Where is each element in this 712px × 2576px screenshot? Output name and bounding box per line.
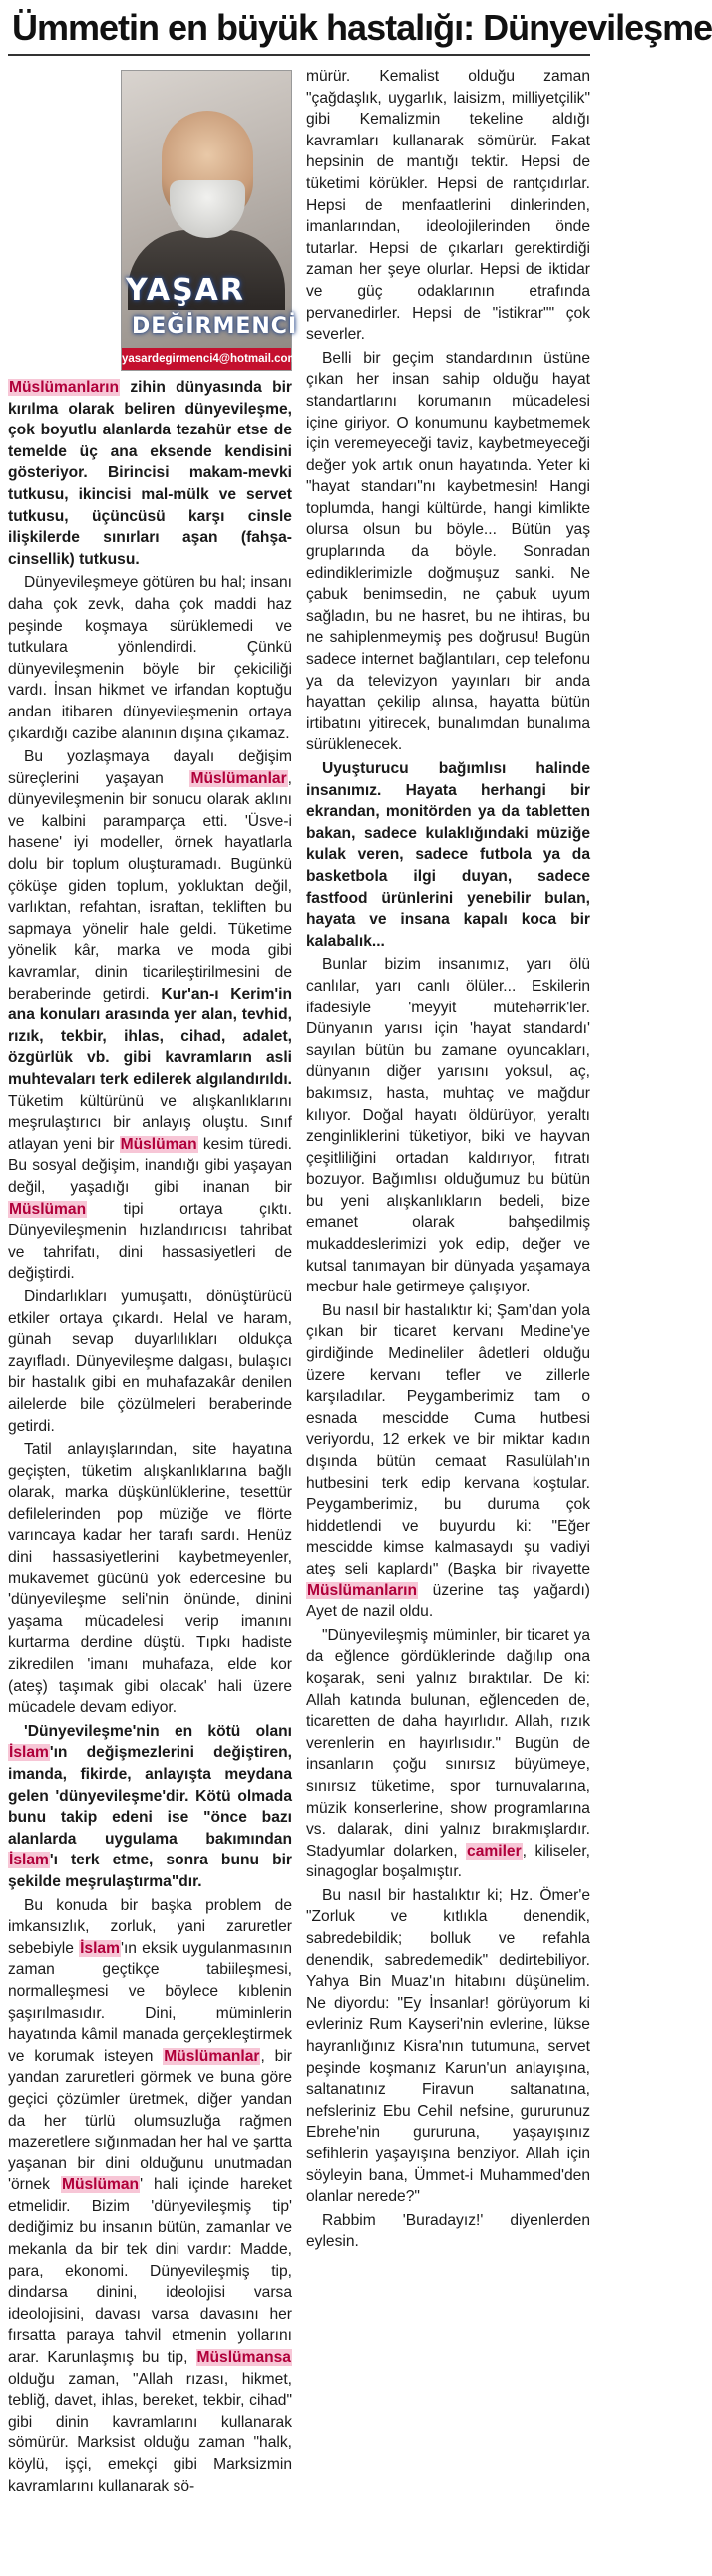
highlight-term: Müslüman bbox=[9, 1200, 87, 1218]
title-divider bbox=[8, 54, 590, 56]
left-column bbox=[8, 66, 298, 2499]
highlight-term: İslam bbox=[9, 1744, 49, 1762]
author-first-name: YAŞAR bbox=[126, 273, 245, 308]
paragraph-bold: 'Dünyevileşme'nin en kötü olanı İslam'ın değişmezlerini değiştiren, imanda, fikirde, anlayışta meydana gelen 'dünyevileşme'dir. Kötü olmada bunu takip edeni ise "önce bazı alanlarda uygulama bakımından İslam'ı terk etme, sonra bunu bir şekilde meşrulaştırma"dır. bbox=[8, 1722, 292, 1890]
highlight-term: Müslüman bbox=[120, 1135, 197, 1153]
highlight-term: Müslümanlar bbox=[164, 2047, 260, 2065]
paragraph-bold: Uyuşturucu bağımlısı halinde insanımız. Hayata herhangi bir ekrandan, monitörden ya da tabletten bakan, sadece kulaklığındaki müziğe kulak veren, sadece futbola ya da basketbola ilgi duyan, sadece fastfood ürünlerini yenebilir bulan, hayata ve insana kapalı koca bir kalabalık... bbox=[306, 760, 590, 950]
paragraph: Bu yozlaşmaya dayalı değişim süreçlerini yaşayan Müslümanlar, dünyevileşmenin bir sonucu olarak aklını ve kalbini paramparça etti. 'Üsve-i hasene' iyi modeller, örnek hayatlarla dolu bir toplum oluşturamadı. Bugünkü çöküşe giden toplum, yokluktan değil, varlıktan, refahtan, israftan, tekliften bu sapmaya yönelir hale geldi. Tüketime yönelik kâr, marka ve moda gibi kavramlar, dinin ticarileştirilmesini de beraberinde getirdi. Kur'an-ı Kerim'in ana konuları arasında yer alan, tevhid, rızık, tekbir, ihlas, cihad, adalet, özgürlük vb. gibi kavramların asli muhtevaları terk edilerek algılandırıldı. Tüketim kültürünü ve alışkanlıklarını meşrulaştırıcı bir anlayış oluştu. Sınıf atlayan yeni bir Müslüman kesim türedi. Bu sosyal değişim, inandığı gibi yaşayan değil, yaşadığı gibi inanan bir Müslüman tipi ortaya çıktı. Dünyevileşmenin hızlandırıcısı tahribat ve tahrifatı, dini hassasiyetleri de değiştirdi. bbox=[8, 748, 293, 1283]
paragraph: Bu nasıl bir hastalıktır ki; Şam'dan yola çıkan bir ticaret kervanı Medine'ye girdiğinde Medineliler âdetleri olduğu üzere kervanı tefler ve zillerle karşıladılar. Peygamberimiz tam o esnada mescidde Cuma hutbesi veriyordu, 12 erkek ve bir miktar kadın dışında bütün cemaat Rasulülah'ın hutbesini terk edip kervana koştular. Peygamberimiz, bu duruma çok hiddetlendi ve buyurdu ki: "Eğer mescidde kimse kalmasaydı şu vadiyi ateş seli kaplardı" (Başka bir rivayette Müslümanların üzerine taş yağardı) Ayet de nazil oldu. bbox=[306, 1301, 590, 1621]
highlight-term: İslam bbox=[9, 1852, 49, 1869]
highlight-term: Müslümansa bbox=[196, 2349, 291, 2367]
highlight-term: Müslüman bbox=[61, 2176, 140, 2194]
article-body bbox=[8, 66, 590, 2499]
paragraph-closing: Rabbim 'Buradayız!' diyenlerden eylesin. bbox=[306, 2211, 590, 2251]
highlight-term: Müslümanların bbox=[9, 379, 120, 396]
highlight-term: camiler bbox=[467, 1842, 522, 1860]
author-photo-box bbox=[121, 70, 298, 371]
author-email[interactable]: yasardegirmenci4@hotmail.com bbox=[122, 348, 291, 370]
paragraph: Belli bir geçim standardının üstüne çıkan her insan sahip olduğu hayat standartlarını korumanın mücadelesi içine giriyor. O konumunu kaybetmemek için veremeyeceği taviz, kaybetmeyeceği değer yok artık onun hayatında. Yeter ki "hayat standarı"nı kaybetmesin! Hangi toplumda, hangi kültürde, hangi kimlikte olursa olsun bu böyle... Bütün yaş gruplarında da böyle. Sonradan edindiklerimizle doğmuşuz sanki. Ne çabuk benimsedin, ne çabuk uyum sağladın, bu ne hasret, bu ne ihtiras, bu ne sahiplenmeymiş pes doğrusu! Bugün sadece internet bağlantıları, cep telefonu ya da televizyon yayınları bir anda hayattan çekilip alınsa, hayatta bütün irtibatını yitirecek, bunalımdan bunalıma sürüklenecek. bbox=[306, 349, 590, 754]
paragraph: Bunlar bizim insanımız, yarı ölü canlılar, yarı canlı ölüler... Eskilerin ifadesiyle 'meyyit mütehərrik'ler. Dünyanın yarısı için 'hayat standardı' sayılan bütün bu zamane oyuncakları, dünyanın diğer yarısını yoksul, aç, bakımsız, hasta, muhtaç ve mağdur kılıyor. Doğal hayatı öldürüyor, yeraltı zenginliklerini tüketiyor, biki ve hayvan çeşitliliğini ortadan kaldırıyor, fıtratı bozuyor. Bağımlısı olduğumuz bu bütün bu yeni alışkanlıkların bedeli, bize emanet olarak bahşedilmiş mukaddeslerimizi yok edip, değer ve kutsal tanımayan bir dünyada yaşamaya mecbur hale getirmeye çalışıyor. bbox=[306, 956, 590, 1296]
author-last-name: DEĞİRMENCİ bbox=[132, 314, 298, 339]
paragraph: "Dünyevileşmiş müminler, bir ticaret ya da eğlence gördüklerinde dağılıp ona koşarak, seni yalnız bıraktılar. De ki: Allah katında bulunan, eğlenceden de, ticaretten de daha hayırlıdır. Allah, rızık verenlerin en hayırlısıdır." Bugün de insanların çoğu sınırsız büyümeye, sınırsız tüketime, spor turnuvalarına, müzik konserlerine, show programlarına vs. dalarak, dini yalnız bırakmışlardır. Stadyumlar dolarken, camiler, kiliseler, sinagoglar boşalmıştır. bbox=[306, 1626, 590, 1881]
paragraph: Dindarlıkları yumuşattı, dönüştürücü etkiler ortaya çıkardı. Helal ve haram, günah sevap duyarlılıkları oldukça zayıfladı. Dünyevileşme dalgası, bulaşıcı bir hastalık gibi en muhafazakâr denilen ailelerde bile çözülmeleri beraberinde getirdi. bbox=[8, 1288, 292, 1435]
highlight-term: Müslümanlar bbox=[190, 769, 287, 787]
right-column bbox=[306, 66, 590, 2499]
paragraph-intro: Müslümanların zihin dünyasında bir kırılma olarak beliren dünyevileşme, çok boyutlu alanlarda tezahür etse de temelde üç ana eksende kendisini gösteriyor. Birincisi makam-mevki tutkusu, ikincisi mal-mülk ve servet tutkusu, üçüncüsü karşı cinsle ilişkilerde sınırları aşan (fahşa-cinsellik) tutkusu. bbox=[8, 379, 292, 568]
highlight-term: Müslümanların bbox=[307, 1581, 418, 1599]
paragraph: Bu konuda bir başka problem de imkansızlık, zorluk, yani zaruretler sebebiyle İslam'ın eksik uygulanmasının zaman geçtikçe tabiileşmesi, normalleşmesi ve böylece kıblenin şaşırılmasıdır. Dini, müminlerin hayatında kâmil manada gerçekleştirmek ve korumak isteyen Müslümanlar, bir yandan zaruretleri görmek ve buna göre geçici çözümler üretmek, diğer yandan da her türlü olumsuzluğa rağmen mazeretlere sığınmadan her hal ve şartta yaşanan bir dini olduğunu unutmadan 'örnek Müslüman' hali içinde hareket etmelidir. Bizim 'dünyevileşmiş tip' dediğimiz bu insanın bütün, zamanlar ve mekanla da bir tek dini vardır: Madde, para, ekonomi. Dünyevileşmiş tip, dindarsa dinini, ideolojisi varsa ideolojisini, davası varsa davasını her fırsatta paraya tahvil etmenin yollarını arar. Karunlaşmış bu tip, Müslümansa olduğu zaman, "Allah rızası, hikmet, tebliğ, davet, ihlas, bereket, tekbir, cihad" gibi dinin kavramlarını kullanarak sömürür. Marksist olduğu zaman "halk, köylü, işçi, emekçi gibi Marksizmin kavramlarını kullanarak sö- bbox=[8, 1896, 292, 2495]
paragraph: mürür. Kemalist olduğu zaman "çağdaşlık, uygarlık, laisizm, milliyetçilik" gibi Kemalizmin tekeline aldığı kavramları kullanarak sömürür. Fakat hepsinin de mantığı tektir. Hepsi de tüketimi körükler. Hepsi de rantçıdırlar. Hepsi de menfaatlerini dinlerinden, imanlarından, ideolojilerinden önde tutarlar. Hepsi de çıkarları gerektirdiği zaman her şeye olurlar. Hepsi de iktidar ve güç odaklarının etrafında pervanedirler. Hepsi de "istikrar"" çok severler. bbox=[306, 68, 590, 344]
highlight-term: İslam bbox=[80, 1939, 120, 1957]
article-title: Ümmetin en büyük hastalığı: Dünyevileşme bbox=[12, 7, 712, 48]
paragraph: Dünyevileşmeye götüren bu hal; insanı daha çok zevk, daha çok maddi haz peşinde koşmaya sürüklemedi ve tutkulara yönlendirdi. Çünkü dünyevileşmenin böyle bir çekiciliği vardı. İnsan hikmet ve irfandan koptuğu andan itibaren dünyevileşmenin ortaya çıkardığı cazibe alanının dışına çıkamaz. bbox=[8, 574, 292, 742]
paragraph: Tatil anlayışlarından, site hayatına geçişten, tüketim alışkanlıklarına bağlı olarak, marka düşkünlüklerine, tesettür defilelerinden pop müziğe ve flörte varıncaya kadar her tarafı sardı. Henüz dini hassasiyetlerini kaybetmeyenler, mukavemet gücünü yok edercesine bu 'dünyevileşme seli'nin önünde, dinini yaşama mücadelesi verip imanını kurtarma derdine düştü. Tıpkı hadiste zikredilen 'imanı muhafaza, elde kor (ateş) taşımak gibi olacak' hali üzere mücadele devam ediyor. bbox=[8, 1441, 292, 1717]
paragraph: Bu nasıl bir hastalıktır ki; Hz. Ömer'e "Zorluk ve kıtlıkla denendik, sabredebildik; bolluk ve refahla denendik, sabredemedik" dedirtebiliyor. Yahya Bin Muaz'ın hitabını düşünelim. Ne diyordu: "Ey İnsanlar! görüyorum ki evleriniz Rum Kayseri'nin evlerine, lükse hayranlığınız Kisra'nın tutumuna, servet peşinde koşmanız Karun'un anlayışına, saltanatınız Firavun saltanatına, nefsleriniz Ebu Cehil nefsine, gururunuz Ebrehe'nin gururuna, yaşayışınız sefihlerin yaşayışına benziyor. Allah için söyleyin bana, Ümmet-i Muhammed'den olanlar nerede?" bbox=[306, 1886, 590, 2206]
